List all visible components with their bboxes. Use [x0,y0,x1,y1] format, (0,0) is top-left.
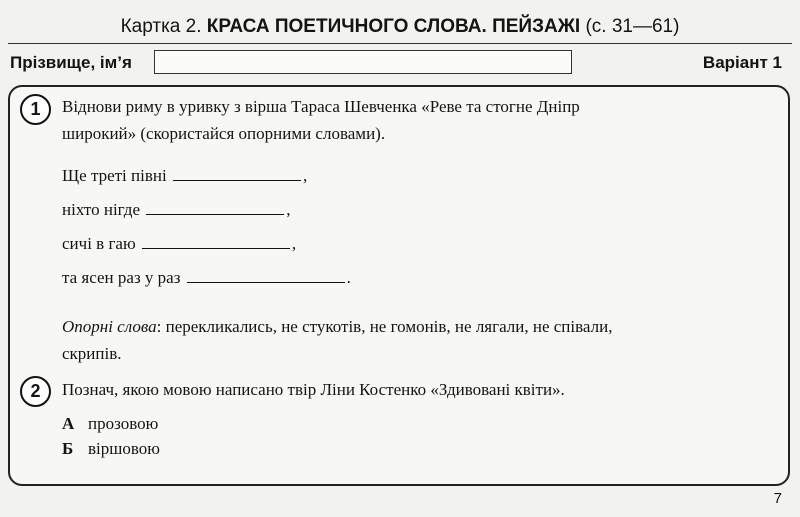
page-number: 7 [773,490,782,507]
header-divider [8,43,792,44]
poem-line-2 [62,196,291,223]
task-1-prompt-line2: широкий» (скористайся опорними словами). [62,124,386,143]
poem-line-3-blank[interactable] [142,232,290,249]
poem-line-2-text: ніхто нігде [62,200,140,219]
poem-line-3 [62,230,296,257]
poem-line-3-text: сичі в гаю [62,234,136,253]
poem-line-4-blank[interactable] [187,266,345,283]
poem-line-2-punct: , [286,200,291,219]
option-a-letter: А [62,414,75,433]
task-1-prompt-line1: Віднови риму в уривку з вірша Тараса Шевченка «Реве та стогне Дніпр [62,97,580,116]
task-2-prompt: Познач, якою мовою написано твір Ліни Костенко «Здивовані квіти». [62,380,565,399]
option-a-text: прозовою [88,414,159,433]
poem-line-1-text: Ще треті півні [62,166,167,185]
task-2-number: 2 [20,376,51,407]
option-b[interactable] [62,435,160,462]
support-words-line1 [62,313,612,340]
support-words-label: Опорні слова [62,317,157,336]
option-b-letter: Б [62,439,74,458]
option-a[interactable] [62,410,158,437]
card-number: Картка 2. [120,16,202,37]
tasks-box [8,85,790,486]
variant-label: Варіант 1 [702,53,782,72]
card-title: КРАСА ПОЕТИЧНОГО СЛОВА. ПЕЙЗАЖІ [206,16,581,37]
page-header [0,16,800,38]
poem-line-4-punct: . [346,268,351,287]
poem-line-1 [62,162,307,189]
poem-line-1-blank[interactable] [173,164,301,181]
task-1-number: 1 [20,94,51,125]
poem-line-3-punct: , [291,234,297,253]
support-words-line2: скрипів. [62,344,122,363]
name-field[interactable] [154,50,572,74]
name-label: Прізвище, ім’я [10,53,132,72]
poem-line-2-blank[interactable] [146,198,284,215]
poem-line-4 [62,264,351,291]
poem-line-4-text: та ясен раз у раз [62,268,181,287]
poem-line-1-punct: , [302,166,308,185]
option-b-text: віршовою [88,439,160,458]
support-words-list: : перекликались, не стукотів, не гомонів, не лягали, не співали, [156,317,613,336]
page-range: (с. 31—61) [585,16,680,37]
